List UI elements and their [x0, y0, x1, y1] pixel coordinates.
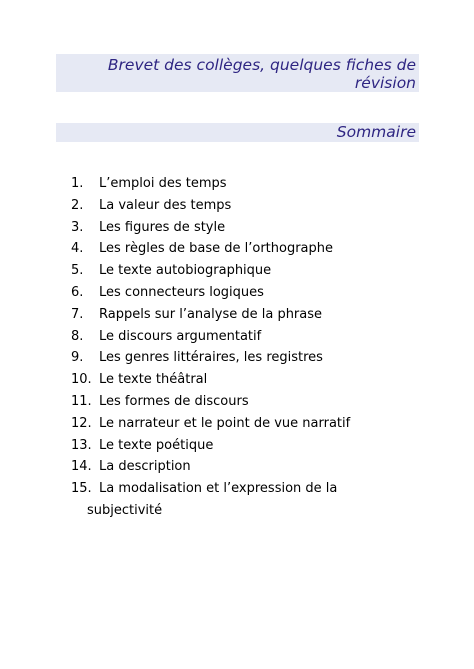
- toc-item-label: Le texte poétique: [99, 437, 214, 453]
- toc-item-number: 7.: [71, 306, 84, 322]
- toc-item: [71, 217, 401, 239]
- toc-item-label: La modalisation et l’expression de la: [99, 481, 338, 497]
- toc-item-number: 1.: [71, 176, 84, 191]
- document-title: Brevet des collèges, quelques fiches de révision: [107, 56, 416, 92]
- toc-item-number: 12.: [71, 415, 92, 431]
- toc-item: [71, 195, 401, 217]
- toc-item-label: La valeur des temps: [99, 197, 232, 213]
- toc-item-number: 15.: [71, 481, 92, 497]
- toc-item-label: Le narrateur et le point de vue narratif: [99, 415, 351, 431]
- toc-item: [71, 435, 401, 457]
- toc-item-label: Les genres littéraires, les registres: [99, 350, 323, 366]
- toc-item-number: 3.: [71, 219, 84, 235]
- toc-item: [71, 282, 401, 304]
- toc-item-label: Le texte théâtral: [99, 372, 208, 388]
- toc-item-label: Les figures de style: [99, 219, 226, 235]
- summary-heading: Sommaire: [336, 123, 416, 141]
- toc-item-number: 13.: [71, 437, 92, 453]
- toc-item-continuation: subjectivité: [87, 502, 163, 518]
- toc-item-label: Les règles de base de l’orthographe: [99, 241, 334, 257]
- toc-item-number: 6.: [71, 284, 84, 300]
- toc-item: [71, 238, 401, 260]
- toc-item-label: Les connecteurs logiques: [99, 284, 264, 300]
- toc-item-number: 11.: [71, 393, 92, 409]
- toc-item: [71, 173, 401, 195]
- toc-item: [71, 413, 401, 435]
- toc-item-number: 5.: [71, 263, 84, 279]
- document-title-band: [56, 54, 419, 92]
- toc-item-number: 14.: [71, 459, 92, 475]
- toc-item: [71, 456, 401, 478]
- toc-item-number: 8.: [71, 328, 84, 344]
- toc-item: [71, 369, 401, 391]
- summary-heading-band: [56, 123, 419, 142]
- toc-item-label: Rappels sur l’analyse de la phrase: [99, 306, 323, 322]
- toc-item-number: 10.: [71, 372, 92, 388]
- toc-item-label: Le discours argumentatif: [99, 328, 262, 344]
- toc-item-number: 2.: [71, 197, 84, 213]
- toc-item-label: Le texte autobiographique: [99, 263, 272, 279]
- table-of-contents: [71, 173, 401, 522]
- toc-item: [71, 347, 401, 369]
- toc-item-label: L’emploi des temps: [99, 176, 227, 191]
- toc-item: [71, 391, 401, 413]
- toc-item-label: Les formes de discours: [99, 393, 249, 409]
- toc-item: [71, 478, 401, 500]
- toc-item: [71, 260, 401, 282]
- toc-item-number: 4.: [71, 241, 84, 257]
- toc-item: [71, 326, 401, 348]
- toc-item: [71, 304, 401, 326]
- toc-item-number: 9.: [71, 350, 84, 366]
- toc-item-label: La description: [99, 459, 191, 475]
